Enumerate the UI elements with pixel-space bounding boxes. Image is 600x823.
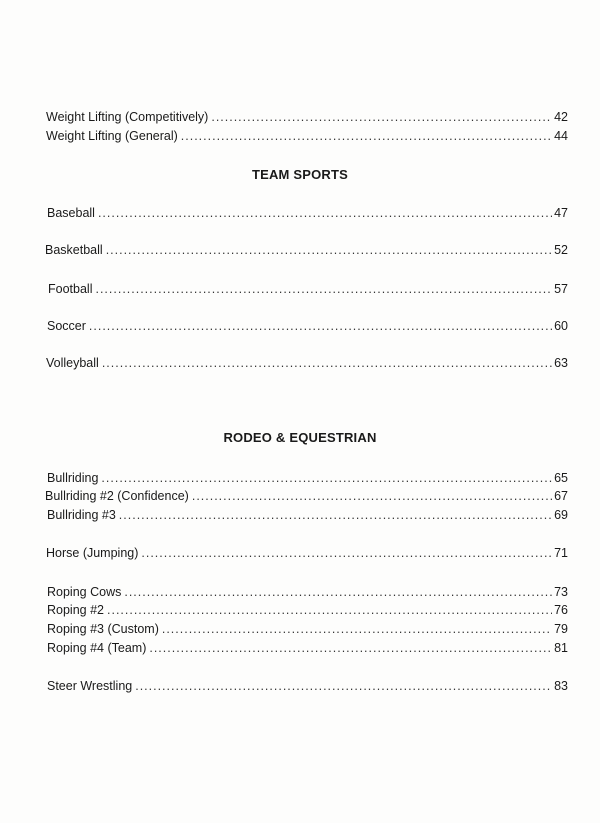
toc-entry[interactable] <box>47 584 568 600</box>
toc-entry-label: Roping #3 (Custom) <box>47 622 159 636</box>
toc-entry-label: Bullriding <box>47 471 99 485</box>
dot-leader <box>149 640 552 656</box>
toc-entry-label: Baseball <box>47 206 95 220</box>
dot-leader <box>124 584 552 600</box>
toc-entry-label: Horse (Jumping) <box>46 546 139 560</box>
toc-entry[interactable] <box>48 281 568 297</box>
toc-entry-page: 47 <box>554 206 568 220</box>
toc-entry[interactable] <box>47 602 568 618</box>
toc-entry-page: 57 <box>554 282 568 296</box>
toc-entry[interactable] <box>47 205 568 221</box>
toc-entry[interactable] <box>45 488 568 504</box>
dot-leader <box>211 109 552 125</box>
toc-entry-label: Weight Lifting (General) <box>46 129 178 143</box>
toc-entry-page: 69 <box>554 508 568 522</box>
toc-entry-page: 71 <box>554 546 568 560</box>
dot-leader <box>106 242 552 258</box>
toc-entry-page: 83 <box>554 679 568 693</box>
toc-entry-label: Steer Wrestling <box>47 679 133 693</box>
section-heading: TEAM SPORTS <box>251 167 349 182</box>
toc-entry[interactable] <box>46 545 568 561</box>
toc-entry[interactable] <box>47 640 568 656</box>
dot-leader <box>162 621 552 637</box>
toc-entry[interactable] <box>47 470 568 486</box>
toc-entry[interactable] <box>47 507 568 523</box>
toc-entry-page: 73 <box>554 585 568 599</box>
toc-entry-label: Basketball <box>45 243 103 257</box>
toc-entry-label: Roping Cows <box>47 585 122 599</box>
toc-entry-page: 67 <box>554 489 568 503</box>
toc-entry[interactable] <box>45 242 568 258</box>
dot-leader <box>119 507 552 523</box>
toc-entry-label: Bullriding #2 (Confidence) <box>45 489 189 503</box>
toc-entry-page: 81 <box>554 641 568 655</box>
dot-leader <box>95 281 552 297</box>
dot-leader <box>107 602 552 618</box>
dot-leader <box>135 678 552 694</box>
dot-leader <box>102 355 552 371</box>
toc-entry-page: 42 <box>554 110 568 124</box>
toc-entry[interactable] <box>47 621 568 637</box>
toc-entry-label: Bullriding #3 <box>47 508 116 522</box>
toc-entry-page: 76 <box>554 603 568 617</box>
toc-entry-page: 63 <box>554 356 568 370</box>
toc-entry[interactable] <box>47 318 568 334</box>
toc-entry[interactable] <box>46 128 568 144</box>
toc-entry-page: 79 <box>554 622 568 636</box>
dot-leader <box>181 128 552 144</box>
toc-entry-label: Volleyball <box>46 356 99 370</box>
toc-entry[interactable] <box>46 109 568 125</box>
dot-leader <box>101 470 552 486</box>
dot-leader <box>141 545 552 561</box>
toc-entry-label: Roping #4 (Team) <box>47 641 147 655</box>
toc-entry-page: 44 <box>554 129 568 143</box>
dot-leader <box>98 205 552 221</box>
section-heading: RODEO & EQUESTRIAN <box>223 430 377 445</box>
toc-entry-label: Weight Lifting (Competitively) <box>46 110 209 124</box>
toc-entry[interactable] <box>46 355 568 371</box>
toc-entry-label: Football <box>48 282 93 296</box>
toc-entry-page: 52 <box>554 243 568 257</box>
toc-entry-page: 60 <box>554 319 568 333</box>
toc-entry-label: Roping #2 <box>47 603 104 617</box>
dot-leader <box>192 488 552 504</box>
toc-entry-page: 65 <box>554 471 568 485</box>
dot-leader <box>89 318 552 334</box>
toc-entry-label: Soccer <box>47 319 86 333</box>
toc-entry[interactable] <box>47 678 568 694</box>
